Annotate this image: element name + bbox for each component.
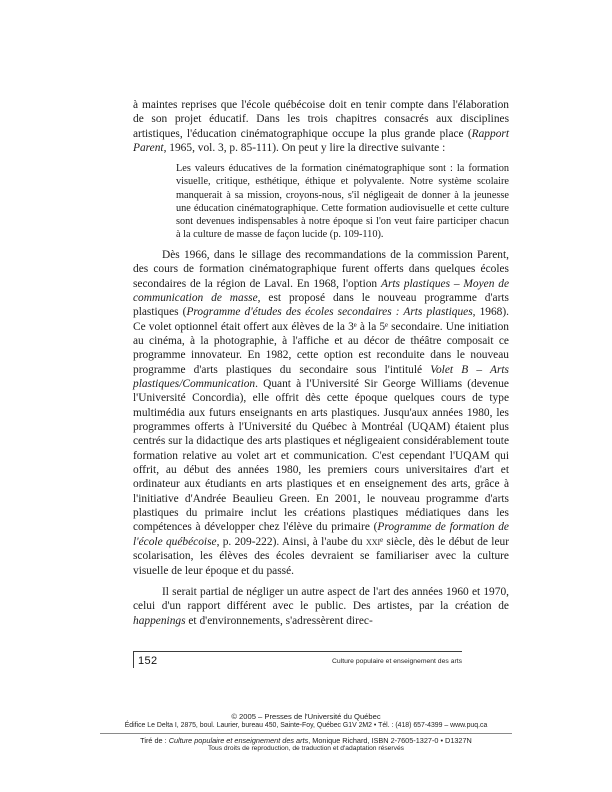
paragraph-continuation: à maintes reprises que l'école québécoise doit en tenir compte dans l'élaboration de son projet éducatif. Dans les trois chapitres consacrés aux disciplines artistiques, l'éducation cinématographique occupe la plus grande place (Rapport Parent, 1965, vol. 3, p. 85-111). On peut y lire la directive suivante : [133, 99, 509, 155]
source-citation-line: Tiré de : Culture populaire et enseignement des arts, Monique Richard, ISBN 2-7605-1327-0 • D1327N [140, 736, 472, 745]
rights-line: Tous droits de reproduction, de traduction et d'adaptation réservés [207, 745, 405, 752]
page-number: 152 [138, 655, 158, 667]
paragraph: Il serait partial de négliger un autre aspect de l'art des années 1960 et 1970, celui d'un rapport différent avec le public. Des artistes, par la création de happenings et d'environnements, s'adressèrent direc- [133, 585, 509, 627]
paragraph: Dès 1966, dans le sillage des recommandations de la commission Parent, des cours de formation cinématographique furent offerts dans quelques écoles secondaires de la région de Laval. En 1968, l'option Arts plastiques – Moyen de communication de masse, est proposé dans le nouveau programme d'arts plastiques (Programme d'études des écoles secondaires : Arts plastiques, 1968). Ce volet optionnel était offert aux élèves de la 3ᵉ à la 5ᵉ secondaire. Une initiation au cinéma, à la photographie, à l'affiche et au décor de théâtre composait ce programme innovateur. En 1982, cette option est reconduite dans le nouveau programme d'arts plastiques du secondaire sous l'intitulé Volet B – Arts plastiques/Communication. Quant à l'Université Sir George Williams (devenue l'Université Concordia), elle offrit dès cette époque quelques cours de type multimédia aux futurs enseignants en arts plastiques. Jusqu'aux années 1980, les programmes offerts à l'Université du Québec à Montréal (UQAM) étaient plus centrés sur la didactique des arts plastiques et négligeaient considérablement toute formation relative au volet art et communication. C'est cependant l'UQAM qui offrit, au début des années 1980, les premiers cours universitaires d'art et ordinateur aux étudiants en arts plastiques et en enseignement des arts, grâce à l'initiative d'Andrée Beaulieu Green. En 2001, le nouveau programme d'arts plastiques du primaire inclut les créations plastiques médiatiques dans les compétences à développer chez l'élève du primaire (Programme de formation de l'école québécoise, p. 209-222). Ainsi, à l'aube du xxiᵉ siècle, dès le début de leur scolarisation, les élèves des écoles devraient se familiariser avec la culture visuelle de leur époque et du passé. [133, 248, 509, 577]
credits-divider [100, 733, 512, 734]
copyright-line: © 2005 – Presses de l'Université du Québec [231, 712, 381, 721]
page-body [133, 98, 509, 628]
footer-corner-tick [133, 652, 134, 668]
block-quote: Les valeurs éducatives de la formation cinématographique sont : la formation visuelle, critique, esthétique, éthique et polyvalente. Notre système scolaire manquerait à sa mission, croyons-nous, s'il négligeait de donner à la jeunesse une éducation cinématographique. Cette formation audiovisuelle et cette culture sont devenues indispensables à notre époque si l'on veut faire participer chacun à la culture de masse de façon lucide (p. 109-110). [176, 163, 509, 240]
page-footer [133, 651, 462, 674]
publisher-address-line: Édifice Le Delta I, 2875, boul. Laurier, bureau 450, Sainte-Foy, Québec G1V 2M2 • Tél. : (418) 657-4399 – www.puq.ca [124, 721, 488, 729]
publisher-credits [0, 712, 612, 754]
running-title: Culture populaire et enseignement des arts [332, 658, 462, 665]
